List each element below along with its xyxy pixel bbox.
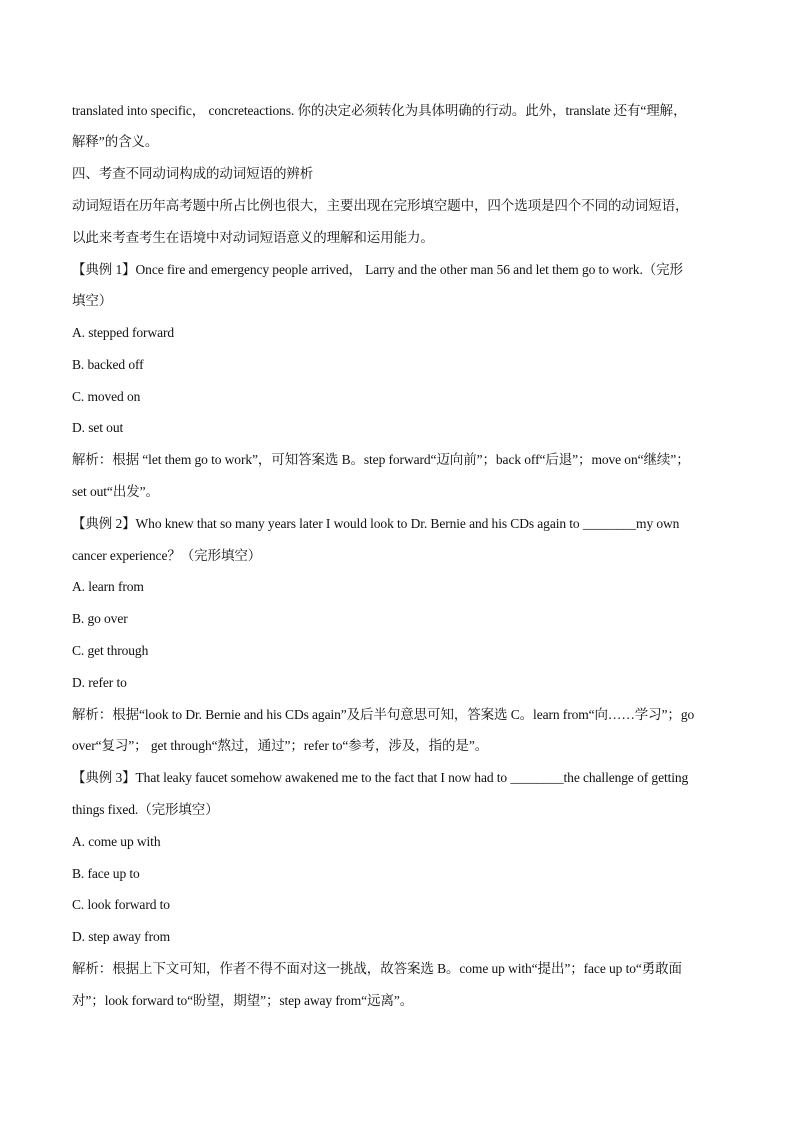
option-b: B. backed off [72, 357, 144, 372]
analysis-1: 解析：根据 “let them go to work”，可知答案选 B。step forward“迈向前”；back off“后退”；move on“继续”； [72, 452, 690, 467]
analysis-2-cont: over“复习”； get through“熬过，通过”；refer to“参考，涉及，指的是”。 [72, 738, 489, 753]
option-d: D. step away from [72, 929, 171, 944]
option-d: D. refer to [72, 675, 127, 690]
option-c: C. get through [72, 643, 149, 658]
section-heading: 四、考查不同动词构成的动词短语的辨析 [72, 166, 314, 182]
option-d: D. set out [72, 420, 124, 435]
example-3-question-cont: things fixed.（完形填空） [72, 802, 219, 817]
option-a: A. learn from [72, 579, 144, 594]
analysis-3-cont: 对”；look forward to“盼望，期望”；step away from“远离”。 [72, 993, 414, 1008]
option-c: C. moved on [72, 389, 141, 404]
analysis-1-cont: set out“出发”。 [72, 484, 159, 499]
example-1-question: 【典例 1】Once fire and emergency people arrived， Larry and the other man 56 and let them go to work.（完形 [72, 262, 683, 277]
analysis-3: 解析：根据上下文可知，作者不得不面对这一挑战，故答案选 B。come up with“提出”；face up to“勇敢面 [72, 961, 682, 976]
example-2-question-cont: cancer experience？（完形填空） [72, 548, 262, 563]
text-line: 以此来考查考生在语境中对动词短语意义的理解和运用能力。 [72, 230, 434, 245]
example-2-question: 【典例 2】Who knew that so many years later I would look to Dr. Bernie and his CDs again to ________my own [72, 516, 680, 531]
text-line: 解释”的含义。 [72, 134, 159, 149]
option-c: C. look forward to [72, 897, 170, 912]
example-3-question: 【典例 3】That leaky faucet somehow awakened me to the fact that I now had to ________the challenge of getting [72, 770, 689, 785]
text-line: translated into specific， concreteactions. 你的决定必须转化为具体明确的行动。此外，translate 还有“理解， [72, 103, 687, 118]
option-a: A. come up with [72, 834, 161, 849]
text-line: 动词短语在历年高考题中所占比例也很大，主要出现在完形填空题中，四个选项是四个不同的动词短语， [72, 198, 689, 213]
option-b: B. face up to [72, 866, 140, 881]
analysis-2: 解析：根据“look to Dr. Bernie and his CDs again”及后半句意思可知，答案选 C。learn from“向……学习”；go [72, 707, 695, 722]
example-1-question-cont: 填空） [72, 293, 113, 308]
option-a: A. stepped forward [72, 325, 175, 340]
option-b: B. go over [72, 611, 128, 626]
